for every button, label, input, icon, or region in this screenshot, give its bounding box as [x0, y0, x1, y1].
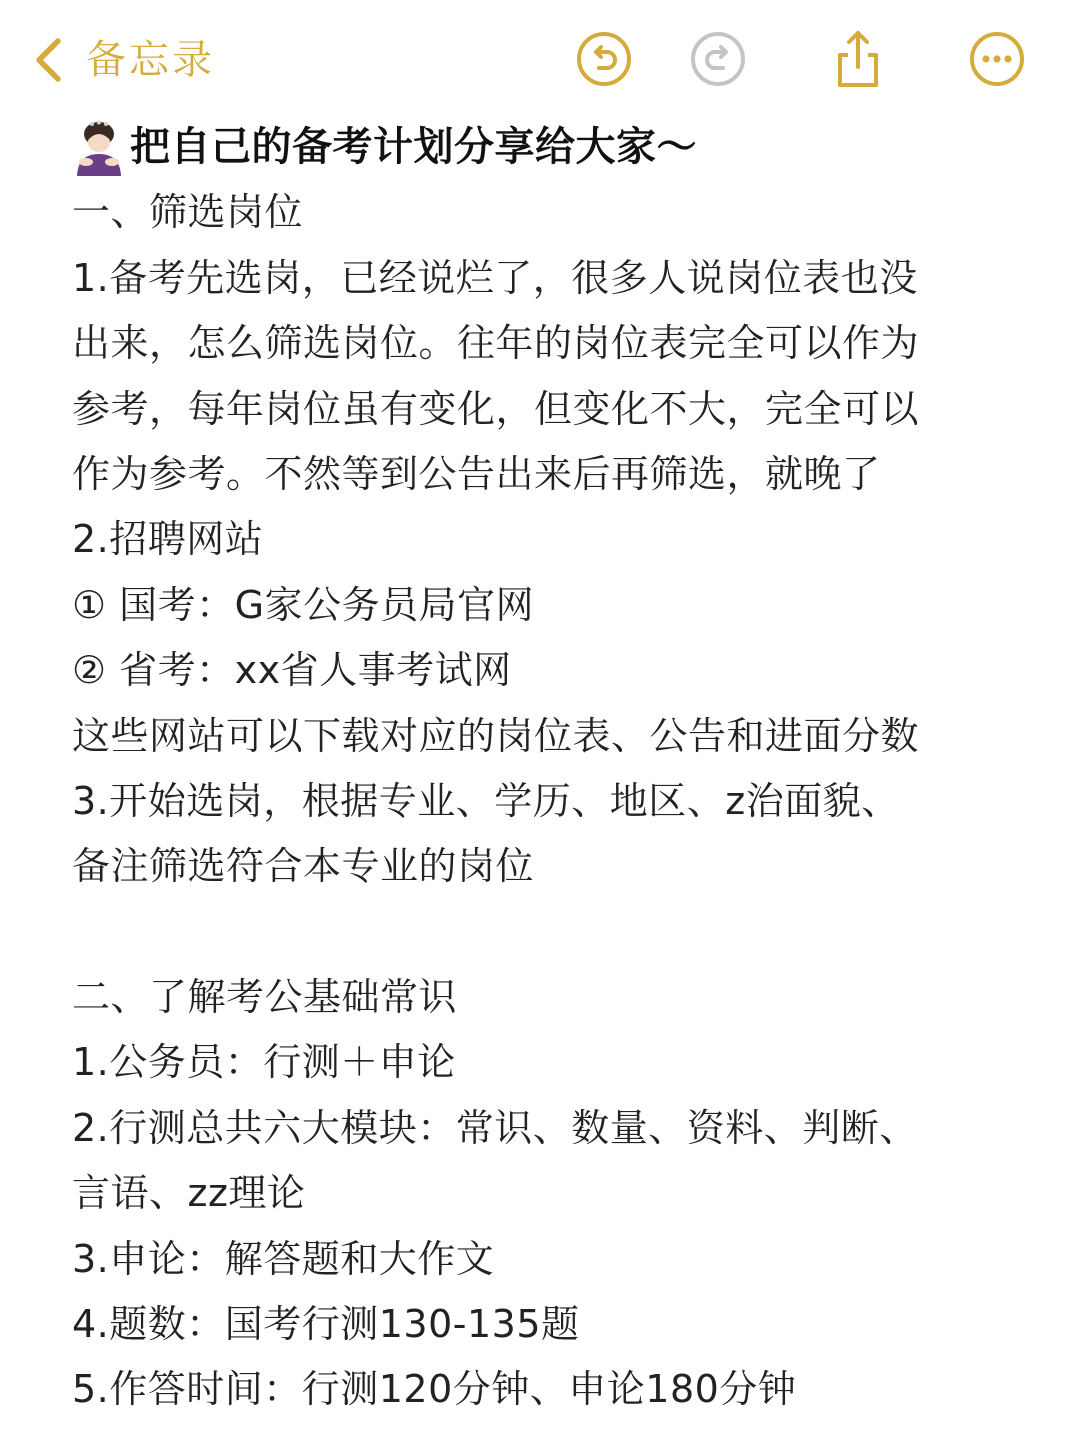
undo-button[interactable] [574, 29, 634, 89]
note-line: 2.招聘网站 [72, 517, 264, 562]
note-line: 作为参考。不然等到公告出来后再筛选，就晚了 [72, 451, 881, 496]
note-line: 言语、zz理论 [72, 1171, 306, 1216]
note-line: 二、了解考公基础常识 [72, 975, 458, 1020]
note-line: 3.开始选岗，根据专业、学历、地区、z治面貌、 [72, 778, 900, 823]
undo-icon [574, 29, 634, 89]
note-title: 把自己的备考计划分享给大家～ [130, 124, 697, 170]
back-label: 备忘录 [86, 37, 215, 83]
person-bowing-emoji-icon [72, 120, 126, 176]
note-title-line [72, 115, 1032, 180]
note-line: ① 国考：G家公务员局官网 [72, 582, 535, 627]
note-line: 5.作答时间：行测120分钟、申论180分钟 [72, 1367, 797, 1412]
back-button[interactable] [30, 30, 215, 90]
redo-icon [688, 29, 748, 89]
note-line: 1.公务员：行测＋申论 [72, 1040, 456, 1085]
note-line: 出来，怎么筛选岗位。往年的岗位表完全可以作为 [72, 321, 920, 366]
note-line: 4.题数：国考行测130-135题 [72, 1302, 580, 1347]
share-button[interactable] [828, 29, 888, 89]
note-line: 3.申论：解答题和大作文 [72, 1236, 495, 1281]
share-icon [828, 29, 888, 89]
note-line: 2.行测总共六大模块：常识、数量、资料、判断、 [72, 1105, 918, 1150]
more-button[interactable] [967, 29, 1027, 89]
navigation-bar [0, 22, 1080, 98]
note-line: ② 省考：xx省人事考试网 [72, 648, 512, 693]
chevron-left-icon [30, 35, 70, 85]
note-line: 备注筛选符合本专业的岗位 [72, 844, 535, 889]
note-line: 一、筛选岗位 [72, 190, 304, 235]
note-line: 参考，每年岗位虽有变化，但变化不大，完全可以 [72, 386, 920, 431]
more-icon [967, 29, 1027, 89]
note-body[interactable] [72, 115, 1032, 1423]
redo-button[interactable] [688, 29, 748, 89]
note-blank-line [72, 900, 1032, 965]
note-line: 1.备考先选岗，已经说烂了，很多人说岗位表也没 [72, 255, 918, 300]
note-line: 这些网站可以下载对应的岗位表、公告和进面分数 [72, 713, 920, 758]
